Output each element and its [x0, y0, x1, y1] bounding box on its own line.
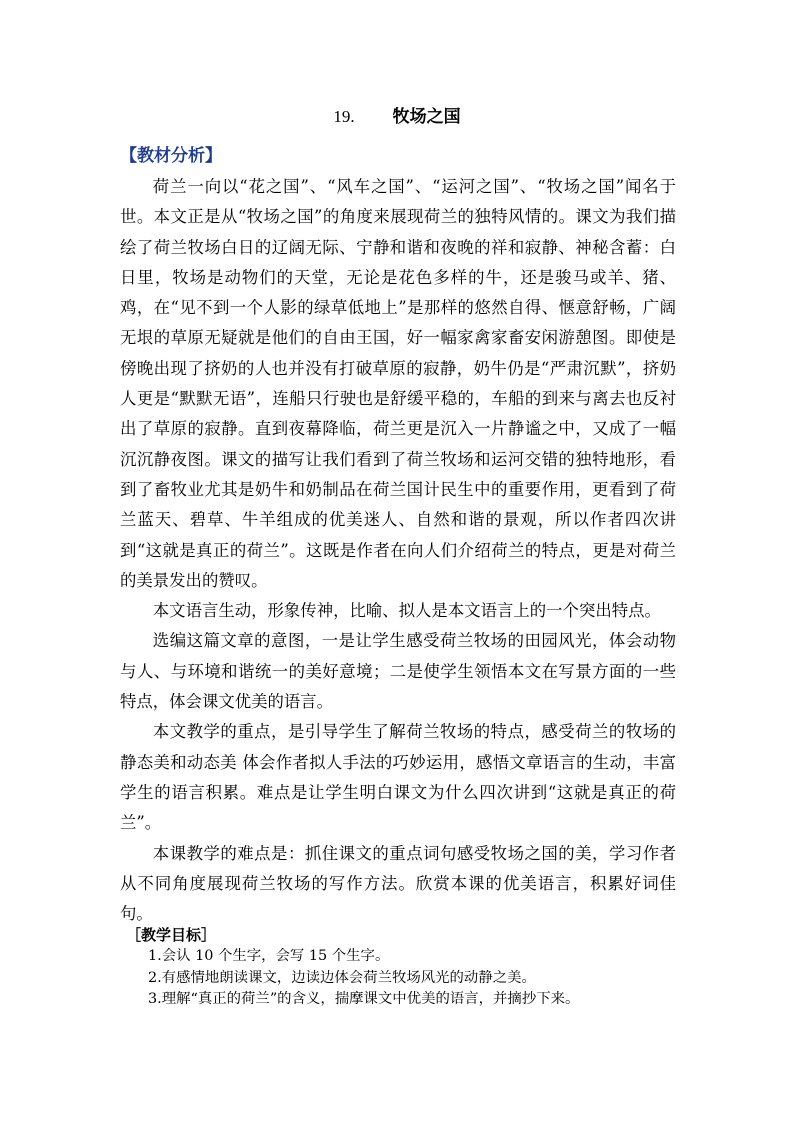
goals-heading: ［教学目标］ [126, 926, 217, 944]
lesson-title: 牧场之国 [392, 107, 461, 127]
page-title [0, 104, 794, 130]
lesson-number: 19. [333, 107, 355, 126]
analysis-paragraph: 选编这篇文章的意图，一是让学生感受荷兰牧场的田园风光，体会动物与人、与环境和谐统一的美好意境；二是使学生领悟本文在写景方面的一些特点，体会课文优美的语言。 [120, 631, 676, 712]
analysis-paragraph: 本课教学的难点是：抓住课文的重点词句感受牧场之国的美，学习作者从不同角度展现荷兰牧场的写作方法。欣赏本课的优美语言，积累好词佳句。 [120, 843, 676, 924]
goal-item: 3.理解“真正的荷兰”的含义，揣摩课文中优美的语言，并摘抄下来。 [148, 991, 580, 1007]
analysis-body [120, 172, 676, 929]
goals-list [148, 946, 688, 1011]
goal-item: 1.会认 10 个生字，会写 15 个生字。 [148, 948, 390, 964]
analysis-heading: 【教材分析】 [120, 146, 222, 166]
analysis-paragraph: 荷兰一向以“花之国”、“风车之国”、“运河之国”、“牧场之国”闻名于世。本文正是从“牧场之国”的角度来展现荷兰的独特风情的。课文为我们描绘了荷兰牧场白日的辽阔无际、宁静和谐和夜晚的祥和寂静、神秘含蓄：白日里，牧场是动物们的天堂，无论是花色多样的牛，还是骏马或羊、猪、鸡，在“见不到一个人影的绿草低地上”是那样的悠然自得、惬意舒畅，广阔无垠的草原无疑就是他们的自由王国，好一幅家禽家畜安闲游憩图。即使是傍晚出现了挤奶的人也并没有打破草原的寂静，奶牛仍是“严肃沉默”，挤奶人更是“默默无语”，连船只行驶也是舒缓平稳的，车船的到来与离去也反衬出了草原的寂静。直到夜幕降临，荷兰更是沉入一片静谧之中，又成了一幅沉沉静夜图。课文的描写让我们看到了荷兰牧场和运河交错的独特地形，看到了畜牧业尤其是奶牛和奶制品在荷兰国计民生中的重要作用，更看到了荷兰蓝天、碧草、牛羊组成的优美迷人、自然和谐的景观，所以作者四次讲到“这就是真正的荷兰”。这既是作者在向人们介绍荷兰的特点，更是对荷兰的美景发出的赞叹。 [120, 177, 676, 590]
goal-item: 2.有感情地朗读课文，边读边体会荷兰牧场风光的动静之美。 [148, 969, 536, 986]
analysis-paragraph: 本文语言生动，形象传神，比喻、拟人是本文语言上的一个突出特点。 [152, 601, 661, 621]
analysis-paragraph: 本文教学的重点，是引导学生了解荷兰牧场的特点，感受荷兰的牧场的静态美和动态美 体会作者拟人手法的巧妙运用，感悟文章语言的生动，丰富学生的语言积累。难点是让学生明白课文为什么四次讲到“这就是真正的荷兰”。 [120, 722, 676, 833]
